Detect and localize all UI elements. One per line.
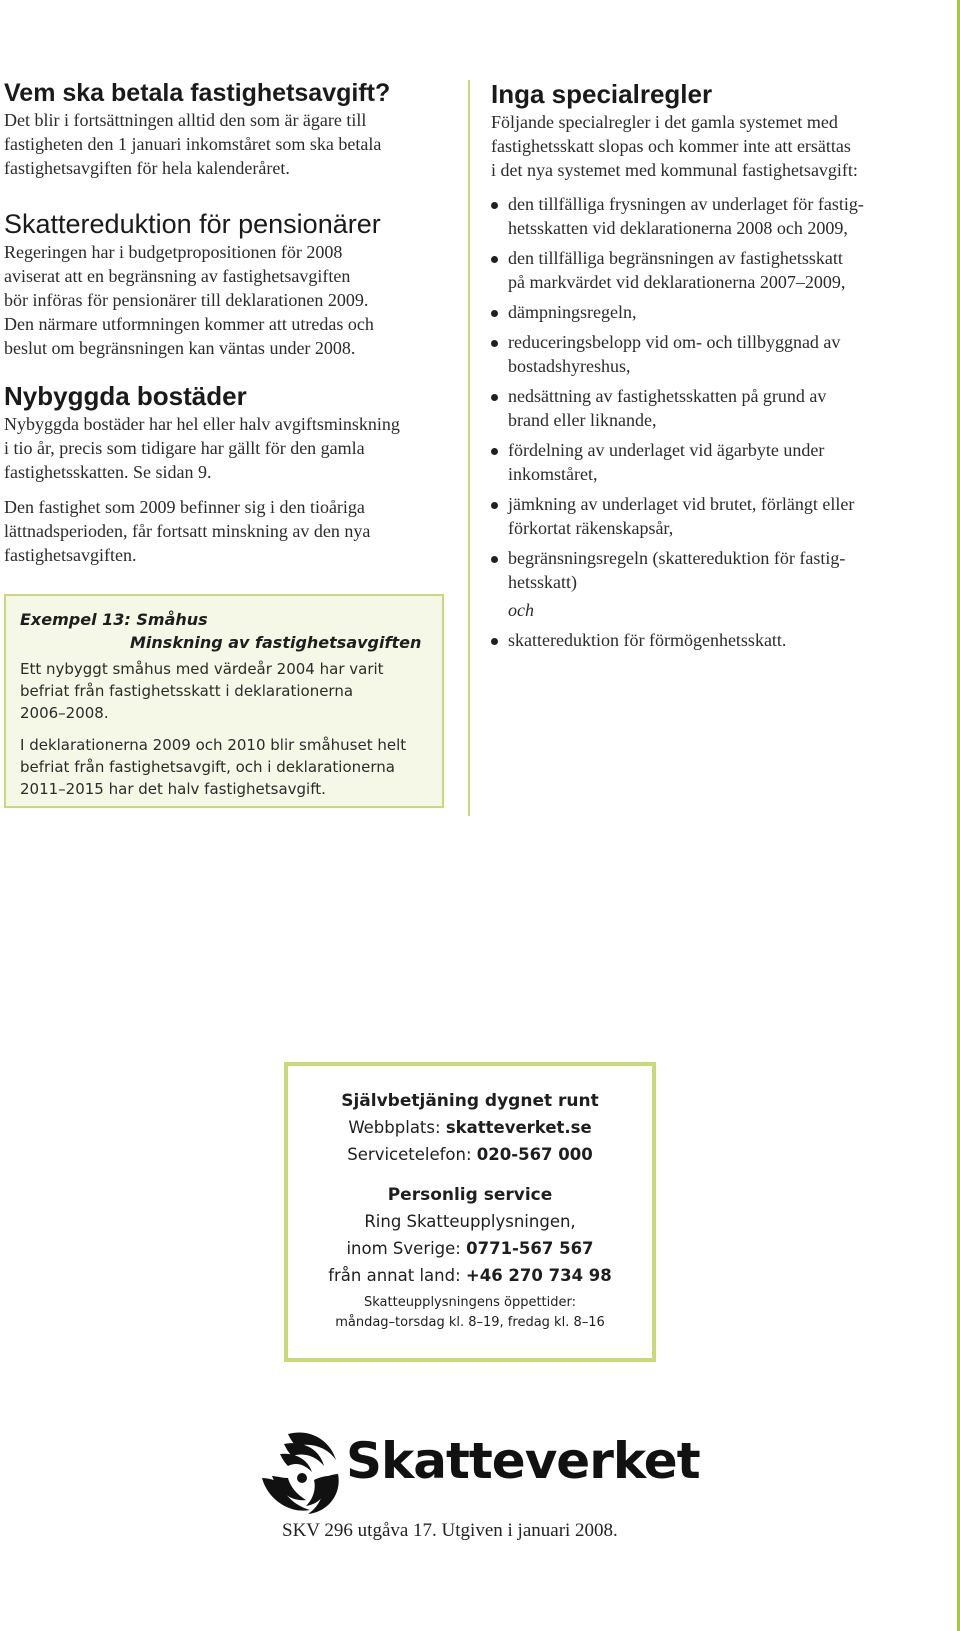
bullet-icon [491,448,498,455]
ring-line: Ring Skatteupplysningen, [364,1212,576,1231]
skatteverket-swirl-logo-icon [258,1430,344,1516]
body-text: Följande specialregler i det gamla systemet med fastighetsskatt slopas och kommer inte att ersättas i det nya systemet med kommunal fastighetsavgift: [491,112,858,180]
right-column [491,78,931,658]
service-info-box [284,1062,656,1362]
column-divider [468,80,470,816]
section-heading: Inga specialregler [491,79,713,109]
list-item: jämkning av underlaget vid brutet, förlängt eller förkortat räkenskapsår, [491,492,931,540]
list-item: reduceringsbelopp vid om- och tillbyggnad av bostadshyreshus, [491,330,931,378]
example-text: Ett nybyggt småhus med värdeår 2004 har varit befriat från fastighetsskatt i deklarationerna 2006–2008. [20,660,384,722]
bullet-icon [491,394,498,401]
bullet-icon [491,202,498,209]
publication-footer: SKV 296 utgåva 17. Utgiven i januari 2008. [282,1520,618,1541]
skatteverket-logo [258,1430,700,1530]
list-item: den tillfälliga frysningen av underlaget för fastig- hetsskatten vid deklarationerna 2008 och 2009, [491,192,931,240]
service-phone-number: 020-567 000 [476,1145,593,1164]
body-text: Nybyggda bostäder har hel eller halv avgiftsminskning i tio år, precis som tidigare har gällt för den gamla fastighetsskatten. Se sidan 9. [4,414,400,482]
body-text: Den fastighet som 2009 befinner sig i den tioåriga lättnadsperioden, får fortsatt minskning av den nya fastighetsavgiften. [4,497,371,565]
list-item: skattereduktion för förmögenhetsskatt. [491,628,931,652]
website-link[interactable]: skatteverket.se [445,1118,592,1137]
section-heading: Nybyggda bostäder [4,381,247,411]
conjunction-text: och [508,600,534,620]
example-title: Exempel 13: Småhus [20,610,208,629]
domestic-phone-number: 0771-567 567 [466,1239,594,1258]
example-subtitle: Minskning av fastighetsavgiften [130,633,422,652]
special-rules-list-end [491,628,931,652]
bullet-icon [491,638,498,645]
list-item: den tillfälliga begränsningen av fastighetsskatt på markvärdet vid deklarationerna 2007–2009, [491,246,931,294]
self-service-heading: Självbetjäning dygnet runt [341,1091,599,1111]
special-rules-list [491,192,931,594]
personal-service-heading: Personlig service [387,1185,553,1205]
body-text: Det blir i fortsättningen alltid den som är ägare till fastigheten den 1 januari inkomståret som ska betala fastighetsavgiften för hela kalenderåret. [4,110,382,178]
abroad-phone-number: +46 270 734 98 [465,1266,612,1285]
section-heading: Vem ska betala fastighetsavgift? [4,79,391,107]
body-text: Regeringen har i budgetpropositionen för 2008 aviserat att en begränsning av fastighetsavgiften bör införas för pensionärer till deklarationen 2009. Den närmare utformningen kommer att utredas och beslut om begränsningen kan väntas under 2008. [4,242,374,358]
section-who-pays [4,78,454,180]
domestic-phone-line: inom Sverige: 0771-567 567 [346,1239,594,1258]
section-tax-reduction-pensioners [4,208,454,360]
example-box [4,594,444,808]
logo-wordmark: Skatteverket [346,1432,700,1490]
section-heading: Skattereduktion för pensionärer [4,209,381,239]
bullet-icon [491,310,498,317]
opening-hours-title: Skatteupplysningens öppettider: [363,1295,577,1310]
website-line: Webbplats: skatteverket.se [348,1118,592,1137]
bullet-icon [491,340,498,347]
section-new-homes [4,380,454,567]
service-phone-line: Servicetelefon: 020-567 000 [347,1145,593,1164]
bullet-icon [491,256,498,263]
list-item: begränsningsregeln (skattereduktion för fastig- hetsskatt) [491,546,931,594]
bullet-icon [491,502,498,509]
opening-hours: måndag–torsdag kl. 8–19, fredag kl. 8–16 [335,1315,605,1330]
example-text: I deklarationerna 2009 och 2010 blir småhuset helt befriat från fastighetsavgift, och i deklarationerna 2011–2015 har det halv fastighetsavgift. [20,736,407,798]
list-item: nedsättning av fastighetsskatten på grund av brand eller liknande, [491,384,931,432]
bullet-icon [491,556,498,563]
abroad-phone-line: från annat land: +46 270 734 98 [328,1266,612,1285]
list-item: dämpningsregeln, [491,300,931,324]
left-column [4,78,454,567]
list-item: fördelning av underlaget vid ägarbyte under inkomståret, [491,438,931,486]
